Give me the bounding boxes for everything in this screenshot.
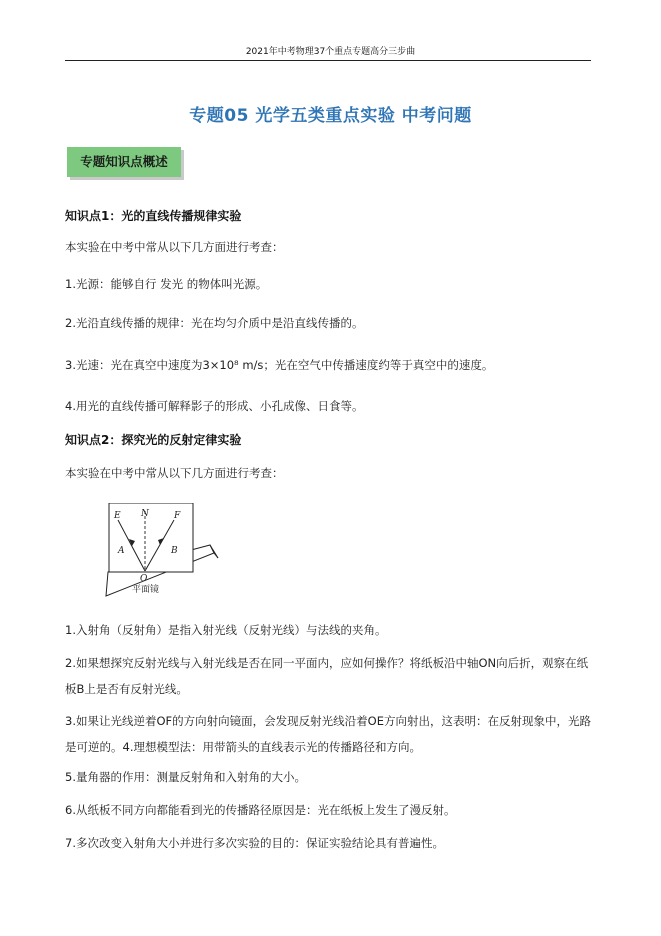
kp2-item-1: 1.入射角（反射角）是指入射光线（反射光线）与法线的夹角。 xyxy=(65,623,387,637)
section-tag-label: 专题知识点概述 xyxy=(80,154,168,169)
kp2-item-2: 2.如果想探究反射光线与入射光线是否在同一平面内，应如何操作？将纸板沿中轴ON向后折，观察在纸板B上是否有反射光线。 xyxy=(65,656,589,696)
paper-board xyxy=(109,503,193,572)
page-header: 2021年中考物理37个重点专题高分三步曲 xyxy=(245,47,416,57)
header-rule xyxy=(65,60,591,61)
label-f: F xyxy=(174,511,181,521)
knowledge-point-2-heading: 知识点2：探究光的反射定律实验 xyxy=(65,433,242,447)
reflection-experiment-figure xyxy=(88,503,228,603)
kp1-item-2: 2.光沿直线传播的规律：光在均匀介质中是沿直线传播的。 xyxy=(65,316,364,330)
kp2-item-7: 7.多次改变入射角大小并进行多次实验的目的：保证实验结论具有普遍性。 xyxy=(65,836,444,850)
kp2-item-6: 6.从纸板不同方向都能看到光的传播路径原因是：光在纸板上发生了漫反射。 xyxy=(65,803,456,817)
document-title: 专题05 光学五类重点实验 中考问题 xyxy=(189,106,472,126)
kp1-intro: 本实验在中考中常从以下几方面进行考查： xyxy=(65,240,284,254)
label-a: A xyxy=(118,546,125,556)
kp1-item-1: 1.光源：能够自行 发光 的物体叫光源。 xyxy=(65,277,268,291)
mirror-edge-2 xyxy=(214,553,218,558)
label-b: B xyxy=(171,546,178,556)
kp1-item-4: 4.用光的直线传播可解释影子的形成、小孔成像、日食等。 xyxy=(65,399,364,413)
label-n: N xyxy=(141,509,149,519)
label-e: E xyxy=(114,511,121,521)
reflection-diagram xyxy=(88,503,228,603)
kp2-item-3: 3.如果让光线逆着OF的方向射向镜面，会发现反射光线沿着OE方向射出，这表明：在反射现象中，光路是可逆的。4.理想模型法：用带箭头的直线表示光的传播路径和方向。 xyxy=(65,714,591,754)
knowledge-point-1-heading: 知识点1：光的直线传播规律实验 xyxy=(65,209,242,223)
kp2-intro: 本实验在中考中常从以下几方面进行考查： xyxy=(65,466,284,480)
label-plane-mirror: 平面镜 xyxy=(132,585,160,595)
label-o: O xyxy=(140,574,148,584)
section-tag xyxy=(67,147,181,177)
kp2-item-5: 5.量角器的作用：测量反射角和入射角的大小。 xyxy=(65,770,306,784)
kp1-item-3: 3.光速：光在真空中速度为3×10⁸ m/s；光在空气中传播速度约等于真空中的速度。 xyxy=(65,358,494,372)
